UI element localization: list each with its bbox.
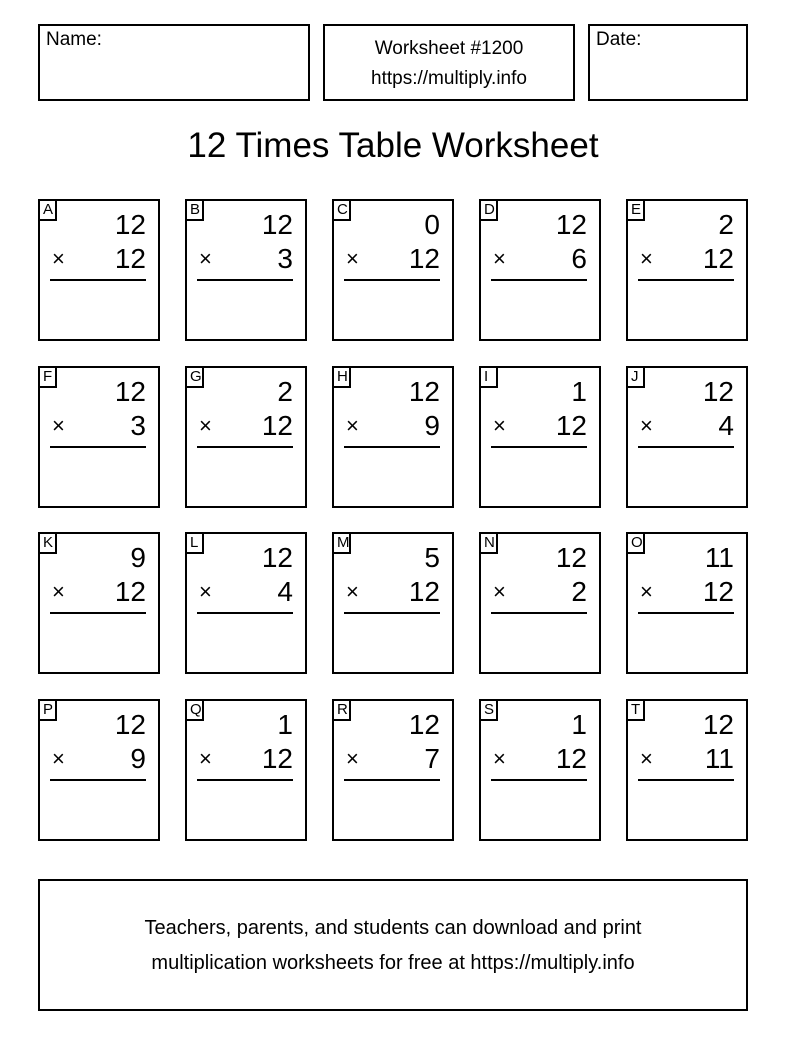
- multiplicand: 12: [555, 209, 587, 240]
- answer-line: [491, 779, 587, 781]
- times-sign: ×: [346, 413, 359, 438]
- problem-f[interactable]: [38, 366, 160, 508]
- answer-line: [638, 279, 734, 281]
- answer-line: [197, 446, 293, 448]
- times-sign: ×: [493, 579, 506, 604]
- problem-label: B: [185, 199, 204, 221]
- times-sign: ×: [346, 246, 359, 271]
- multiplier: 12: [702, 243, 734, 274]
- worksheet-url: https://multiply.info: [371, 68, 527, 89]
- worksheet-number: Worksheet #1200: [374, 38, 524, 59]
- times-sign: ×: [52, 246, 65, 271]
- problem-label: R: [332, 699, 351, 721]
- name-field[interactable]: [38, 24, 310, 101]
- problem-b[interactable]: [185, 199, 307, 341]
- multiplier: 11: [704, 743, 734, 774]
- multiplicand: 5: [424, 542, 440, 573]
- answer-line: [344, 279, 440, 281]
- problem-h[interactable]: [332, 366, 454, 508]
- multiplicand: 12: [114, 709, 146, 740]
- multiplicand: 2: [277, 376, 293, 407]
- multiplicand: 2: [718, 209, 734, 240]
- problem-e[interactable]: [626, 199, 748, 341]
- times-sign: ×: [493, 246, 506, 271]
- date-label: Date:: [596, 29, 642, 50]
- problem-label: G: [185, 366, 204, 388]
- multiplicand: 12: [555, 542, 587, 573]
- multiplicand: 11: [704, 542, 734, 573]
- problem-g[interactable]: [185, 366, 307, 508]
- multiplier: 9: [130, 743, 146, 774]
- answer-line: [638, 779, 734, 781]
- name-label: Name:: [46, 29, 102, 50]
- answer-line: [50, 612, 146, 614]
- problem-label: N: [479, 532, 498, 554]
- problem-label: H: [332, 366, 351, 388]
- problem-label: A: [38, 199, 57, 221]
- multiplier: 9: [424, 410, 440, 441]
- answer-line: [638, 612, 734, 614]
- problem-p[interactable]: [38, 699, 160, 841]
- multiplicand: 12: [408, 376, 440, 407]
- worksheet-info-box: [323, 24, 575, 101]
- multiplier: 12: [408, 576, 440, 607]
- multiplier: 12: [408, 243, 440, 274]
- problem-label: D: [479, 199, 498, 221]
- answer-line: [491, 279, 587, 281]
- answer-line: [344, 446, 440, 448]
- multiplier: 2: [571, 576, 587, 607]
- multiplicand: 0: [424, 209, 440, 240]
- times-sign: ×: [493, 746, 506, 771]
- times-sign: ×: [199, 246, 212, 271]
- multiplicand: 12: [261, 542, 293, 573]
- times-sign: ×: [640, 746, 653, 771]
- date-field[interactable]: [588, 24, 748, 101]
- footer-line-1: Teachers, parents, and students can download and print: [144, 917, 642, 939]
- problem-label: F: [38, 366, 57, 388]
- multiplicand: 12: [702, 709, 734, 740]
- problem-q[interactable]: [185, 699, 307, 841]
- problem-label: L: [185, 532, 204, 554]
- problem-label: T: [626, 699, 645, 721]
- problem-k[interactable]: [38, 532, 160, 674]
- multiplier: 12: [114, 576, 146, 607]
- multiplicand: 12: [261, 209, 293, 240]
- multiplier: 4: [718, 410, 734, 441]
- multiplicand: 12: [114, 209, 146, 240]
- times-sign: ×: [199, 579, 212, 604]
- multiplicand: 1: [571, 376, 587, 407]
- problem-d[interactable]: [479, 199, 601, 341]
- answer-line: [491, 446, 587, 448]
- problem-label: Q: [185, 699, 204, 721]
- problem-j[interactable]: [626, 366, 748, 508]
- answer-line: [50, 279, 146, 281]
- page-title: 12 Times Table Worksheet: [187, 126, 599, 165]
- multiplier: 12: [261, 410, 293, 441]
- multiplier: 12: [555, 743, 587, 774]
- problem-r[interactable]: [332, 699, 454, 841]
- multiplicand: 12: [702, 376, 734, 407]
- times-sign: ×: [346, 579, 359, 604]
- multiplier: 3: [130, 410, 146, 441]
- multiplier: 12: [114, 243, 146, 274]
- multiplicand: 9: [130, 542, 146, 573]
- problem-label: P: [38, 699, 57, 721]
- multiplicand: 12: [408, 709, 440, 740]
- answer-line: [344, 779, 440, 781]
- multiplier: 12: [702, 576, 734, 607]
- problem-i[interactable]: [479, 366, 601, 508]
- answer-line: [197, 612, 293, 614]
- problem-c[interactable]: [332, 199, 454, 341]
- times-sign: ×: [640, 579, 653, 604]
- problem-m[interactable]: [332, 532, 454, 674]
- multiplier: 3: [277, 243, 293, 274]
- answer-line: [491, 612, 587, 614]
- times-sign: ×: [346, 746, 359, 771]
- problem-a[interactable]: [38, 199, 160, 341]
- problem-label: C: [332, 199, 351, 221]
- times-sign: ×: [199, 746, 212, 771]
- problem-l[interactable]: [185, 532, 307, 674]
- multiplier: 6: [571, 243, 587, 274]
- multiplicand: 1: [277, 709, 293, 740]
- problem-label: S: [479, 699, 498, 721]
- answer-line: [50, 779, 146, 781]
- problem-label: K: [38, 532, 57, 554]
- answer-line: [344, 612, 440, 614]
- times-sign: ×: [199, 413, 212, 438]
- multiplier: 4: [277, 576, 293, 607]
- problem-label: E: [626, 199, 645, 221]
- times-sign: ×: [52, 579, 65, 604]
- problem-s[interactable]: [479, 699, 601, 841]
- multiplier: 12: [555, 410, 587, 441]
- problem-label: J: [626, 366, 645, 388]
- multiplicand: 12: [114, 376, 146, 407]
- answer-line: [197, 279, 293, 281]
- problem-n[interactable]: [479, 532, 601, 674]
- problem-label: O: [626, 532, 645, 554]
- multiplier: 12: [261, 743, 293, 774]
- times-sign: ×: [52, 413, 65, 438]
- problem-o[interactable]: [626, 532, 748, 674]
- answer-line: [638, 446, 734, 448]
- problem-label: M: [332, 532, 351, 554]
- answer-line: [50, 446, 146, 448]
- footer-note: [38, 879, 748, 1011]
- multiplier: 7: [424, 743, 440, 774]
- times-sign: ×: [640, 246, 653, 271]
- problem-t[interactable]: [626, 699, 748, 841]
- times-sign: ×: [52, 746, 65, 771]
- answer-line: [197, 779, 293, 781]
- times-sign: ×: [640, 413, 653, 438]
- problem-label: I: [479, 366, 498, 388]
- footer-line-2: multiplication worksheets for free at https://multiply.info: [151, 952, 635, 974]
- multiplicand: 1: [571, 709, 587, 740]
- times-sign: ×: [493, 413, 506, 438]
